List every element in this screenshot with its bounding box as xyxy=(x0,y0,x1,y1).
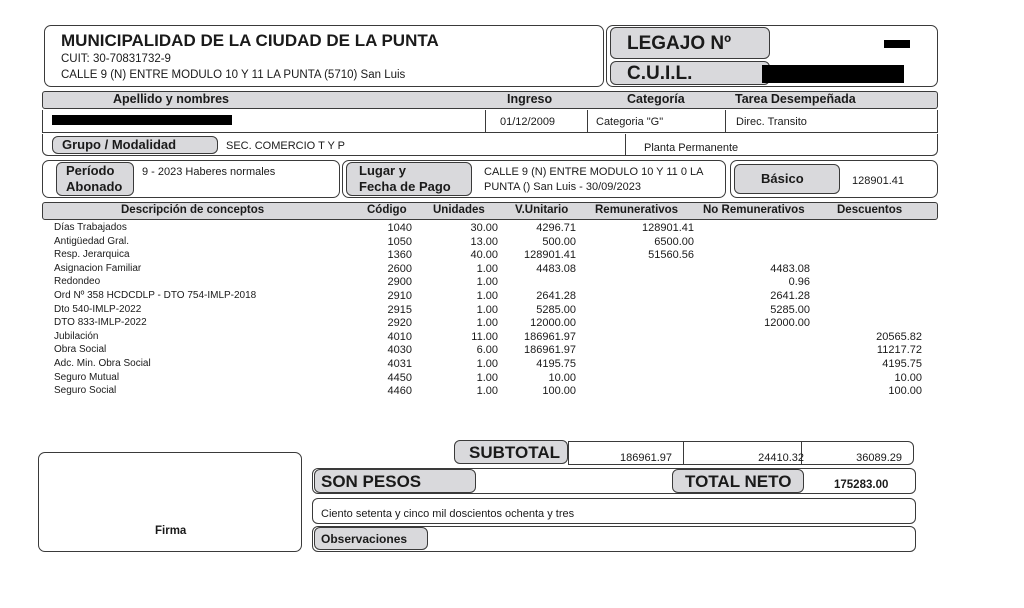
son-pesos-label: SON PESOS xyxy=(321,472,422,491)
th-codigo: Código xyxy=(367,204,407,216)
table-row xyxy=(0,276,1024,289)
table-row xyxy=(0,304,1024,317)
concept-unit-value: 186961.97 xyxy=(524,344,576,357)
th-no-remunerativos: No Remunerativos xyxy=(703,204,805,216)
lugar-label-line1: Lugar y xyxy=(359,163,406,178)
concept-code: 1360 xyxy=(387,249,412,262)
table-row xyxy=(0,222,1024,235)
concept-no-remunerativo: 5285.00 xyxy=(770,303,810,316)
ingreso-value: 01/12/2009 xyxy=(500,116,556,128)
periodo-label-line2: Abonado xyxy=(66,179,123,194)
concept-units: 1.00 xyxy=(476,303,498,316)
concept-descuento: 100.00 xyxy=(888,385,922,398)
concept-no-remunerativo: 0.96 xyxy=(788,276,810,289)
grupo-value: SEC. COMERCIO T Y P xyxy=(226,140,345,152)
concept-units: 1.00 xyxy=(476,385,498,398)
concept-remunerativo: 51560.56 xyxy=(648,249,694,262)
grupo-label-box xyxy=(52,136,218,154)
table-row xyxy=(0,331,1024,344)
concept-no-remunerativo: 12000.00 xyxy=(764,317,810,330)
concept-descuento: 10.00 xyxy=(894,371,922,384)
concept-code: 1040 xyxy=(387,222,412,234)
th-remunerativos: Remunerativos xyxy=(595,204,679,216)
concept-units: 1.00 xyxy=(476,371,498,384)
observaciones-label: Observaciones xyxy=(321,532,408,546)
table-row xyxy=(0,263,1024,276)
concept-remunerativo: 6500.00 xyxy=(654,235,694,248)
concept-description: Días Trabajados xyxy=(54,222,127,233)
concept-descuento: 20565.82 xyxy=(876,330,922,343)
lugar-label-box xyxy=(346,162,472,196)
observaciones-label-box xyxy=(314,527,428,550)
concept-unit-value: 12000.00 xyxy=(530,317,576,330)
concept-description: Seguro Mutual xyxy=(54,371,120,383)
table-row xyxy=(0,358,1024,371)
table-header xyxy=(42,202,938,220)
concept-units: 6.00 xyxy=(476,344,498,357)
total-neto-label: TOTAL NETO xyxy=(685,472,792,491)
concept-units: 11.00 xyxy=(471,330,498,343)
concept-unit-value: 4195.75 xyxy=(536,358,576,370)
concept-units: 13.00 xyxy=(470,235,498,248)
th-unitario: V.Unitario xyxy=(515,204,569,216)
subtotal-remunerativos: 186961.97 xyxy=(620,452,672,464)
amount-in-words: Ciento setenta y cinco mil doscientos ochenta y tres xyxy=(321,508,575,520)
basico-label: Básico xyxy=(761,171,804,186)
cuil-redacted xyxy=(762,65,904,83)
employer-cuit: CUIT: 30-70831732-9 xyxy=(61,53,171,65)
periodo-value: 9 - 2023 Haberes normales xyxy=(142,166,276,178)
firma-box xyxy=(38,452,302,552)
firma-label: Firma xyxy=(155,525,187,537)
subtotal-no-remunerativos: 24410.32 xyxy=(758,452,804,464)
tarea-label: Tarea Desempeñada xyxy=(735,92,856,106)
concept-unit-value: 128901.41 xyxy=(524,249,576,262)
employer-header xyxy=(44,25,604,87)
concept-unit-value: 2641.28 xyxy=(536,290,576,302)
concept-unit-value: 100.00 xyxy=(542,385,576,398)
concept-descuento: 11217.72 xyxy=(876,344,922,357)
concept-code: 2920 xyxy=(387,317,412,330)
concept-description: Ord Nº 358 HCDCDLP - DTO 754-IMLP-2018 xyxy=(54,290,257,301)
concept-unit-value: 4296.71 xyxy=(536,222,576,234)
concept-description: Antigüedad Gral. xyxy=(54,235,130,247)
table-row xyxy=(0,290,1024,303)
table-row xyxy=(0,344,1024,357)
total-neto-value: 175283.00 xyxy=(834,479,889,491)
planta-value: Planta Permanente xyxy=(644,142,739,154)
employer-name: MUNICIPALIDAD DE LA CIUDAD DE LA PUNTA xyxy=(61,31,439,50)
concept-unit-value: 186961.97 xyxy=(524,330,576,343)
concept-code: 2900 xyxy=(387,276,412,289)
concept-unit-value: 5285.00 xyxy=(536,303,576,316)
concept-units: 1.00 xyxy=(476,290,498,302)
concept-description: Dto 540-IMLP-2022 xyxy=(54,303,142,315)
subtotal-label: SUBTOTAL xyxy=(469,443,560,462)
amount-words-box xyxy=(312,498,916,524)
subtotal-descuentos: 36089.29 xyxy=(856,452,902,464)
categoria-label: Categoría xyxy=(627,92,685,106)
employee-name-redacted xyxy=(52,115,232,125)
concept-description: Adc. Min. Obra Social xyxy=(54,358,151,369)
table-row xyxy=(0,372,1024,385)
concept-units: 1.00 xyxy=(476,358,498,370)
concept-code: 4450 xyxy=(387,371,412,384)
concept-description: Seguro Social xyxy=(54,385,117,397)
table-row xyxy=(0,317,1024,330)
tarea-value: Direc. Transito xyxy=(736,116,807,128)
concept-unit-value: 10.00 xyxy=(548,371,576,384)
concept-code: 4010 xyxy=(387,330,412,343)
cuil-label: C.U.I.L. xyxy=(627,63,693,84)
concept-code: 4031 xyxy=(387,358,412,370)
concept-units: 40.00 xyxy=(470,249,498,262)
concept-code: 2915 xyxy=(387,303,412,316)
concept-code: 2910 xyxy=(387,290,412,302)
concept-unit-value: 4483.08 xyxy=(536,262,576,275)
concept-code: 1050 xyxy=(387,235,412,248)
total-neto-label-box xyxy=(672,469,804,493)
th-descripcion: Descripción de conceptos xyxy=(121,204,265,216)
legajo-label: LEGAJO Nº xyxy=(627,33,732,54)
concept-descuento: 4195.75 xyxy=(882,358,922,370)
concept-code: 4460 xyxy=(387,385,412,398)
legajo-label-box xyxy=(610,27,770,59)
cuil-label-box xyxy=(610,61,770,85)
son-pesos-label-box xyxy=(314,469,476,493)
employer-address: CALLE 9 (N) ENTRE MODULO 10 Y 11 LA PUNTA (5710) San Luis xyxy=(61,69,406,81)
legajo-redacted xyxy=(884,40,910,48)
lugar-label-line2: Fecha de Pago xyxy=(359,179,451,194)
th-descuentos: Descuentos xyxy=(837,204,903,216)
table-row xyxy=(0,249,1024,262)
concept-description: Obra Social xyxy=(54,344,107,356)
concept-units: 1.00 xyxy=(476,262,498,275)
employee-header-bar xyxy=(42,91,938,109)
periodo-label-line1: Período xyxy=(66,163,115,178)
concept-remunerativo: 128901.41 xyxy=(642,222,694,234)
concept-description: Jubilación xyxy=(54,330,99,342)
categoria-value: Categoria "G" xyxy=(596,116,664,128)
basico-label-box xyxy=(734,164,840,194)
concept-no-remunerativo: 4483.08 xyxy=(770,262,810,275)
concept-units: 1.00 xyxy=(476,276,498,289)
table-row xyxy=(0,385,1024,398)
name-label: Apellido y nombres xyxy=(113,92,229,106)
concept-description: Asignacion Familiar xyxy=(54,262,142,274)
periodo-label-box xyxy=(56,162,134,196)
lugar-value-line2: PUNTA () San Luis - 30/09/2023 xyxy=(484,181,641,193)
concept-units: 30.00 xyxy=(470,222,498,234)
subtotal-label-box xyxy=(454,440,568,464)
concepts-table-body xyxy=(0,222,1024,402)
basico-value: 128901.41 xyxy=(852,175,904,187)
grupo-label: Grupo / Modalidad xyxy=(62,137,177,152)
concept-code: 2600 xyxy=(387,262,412,275)
concept-description: DTO 833-IMLP-2022 xyxy=(54,317,147,329)
concept-unit-value: 500.00 xyxy=(542,235,576,248)
lugar-value-line1: CALLE 9 (N) ENTRE MODULO 10 Y 11 0 LA xyxy=(484,166,704,178)
concept-description: Redondeo xyxy=(54,276,101,288)
concept-no-remunerativo: 2641.28 xyxy=(770,290,810,302)
ingreso-label: Ingreso xyxy=(507,92,553,106)
th-unidades: Unidades xyxy=(433,204,485,216)
concept-units: 1.00 xyxy=(476,317,498,330)
concept-code: 4030 xyxy=(387,344,412,357)
concept-description: Resp. Jerarquica xyxy=(54,249,130,261)
table-row xyxy=(0,236,1024,249)
